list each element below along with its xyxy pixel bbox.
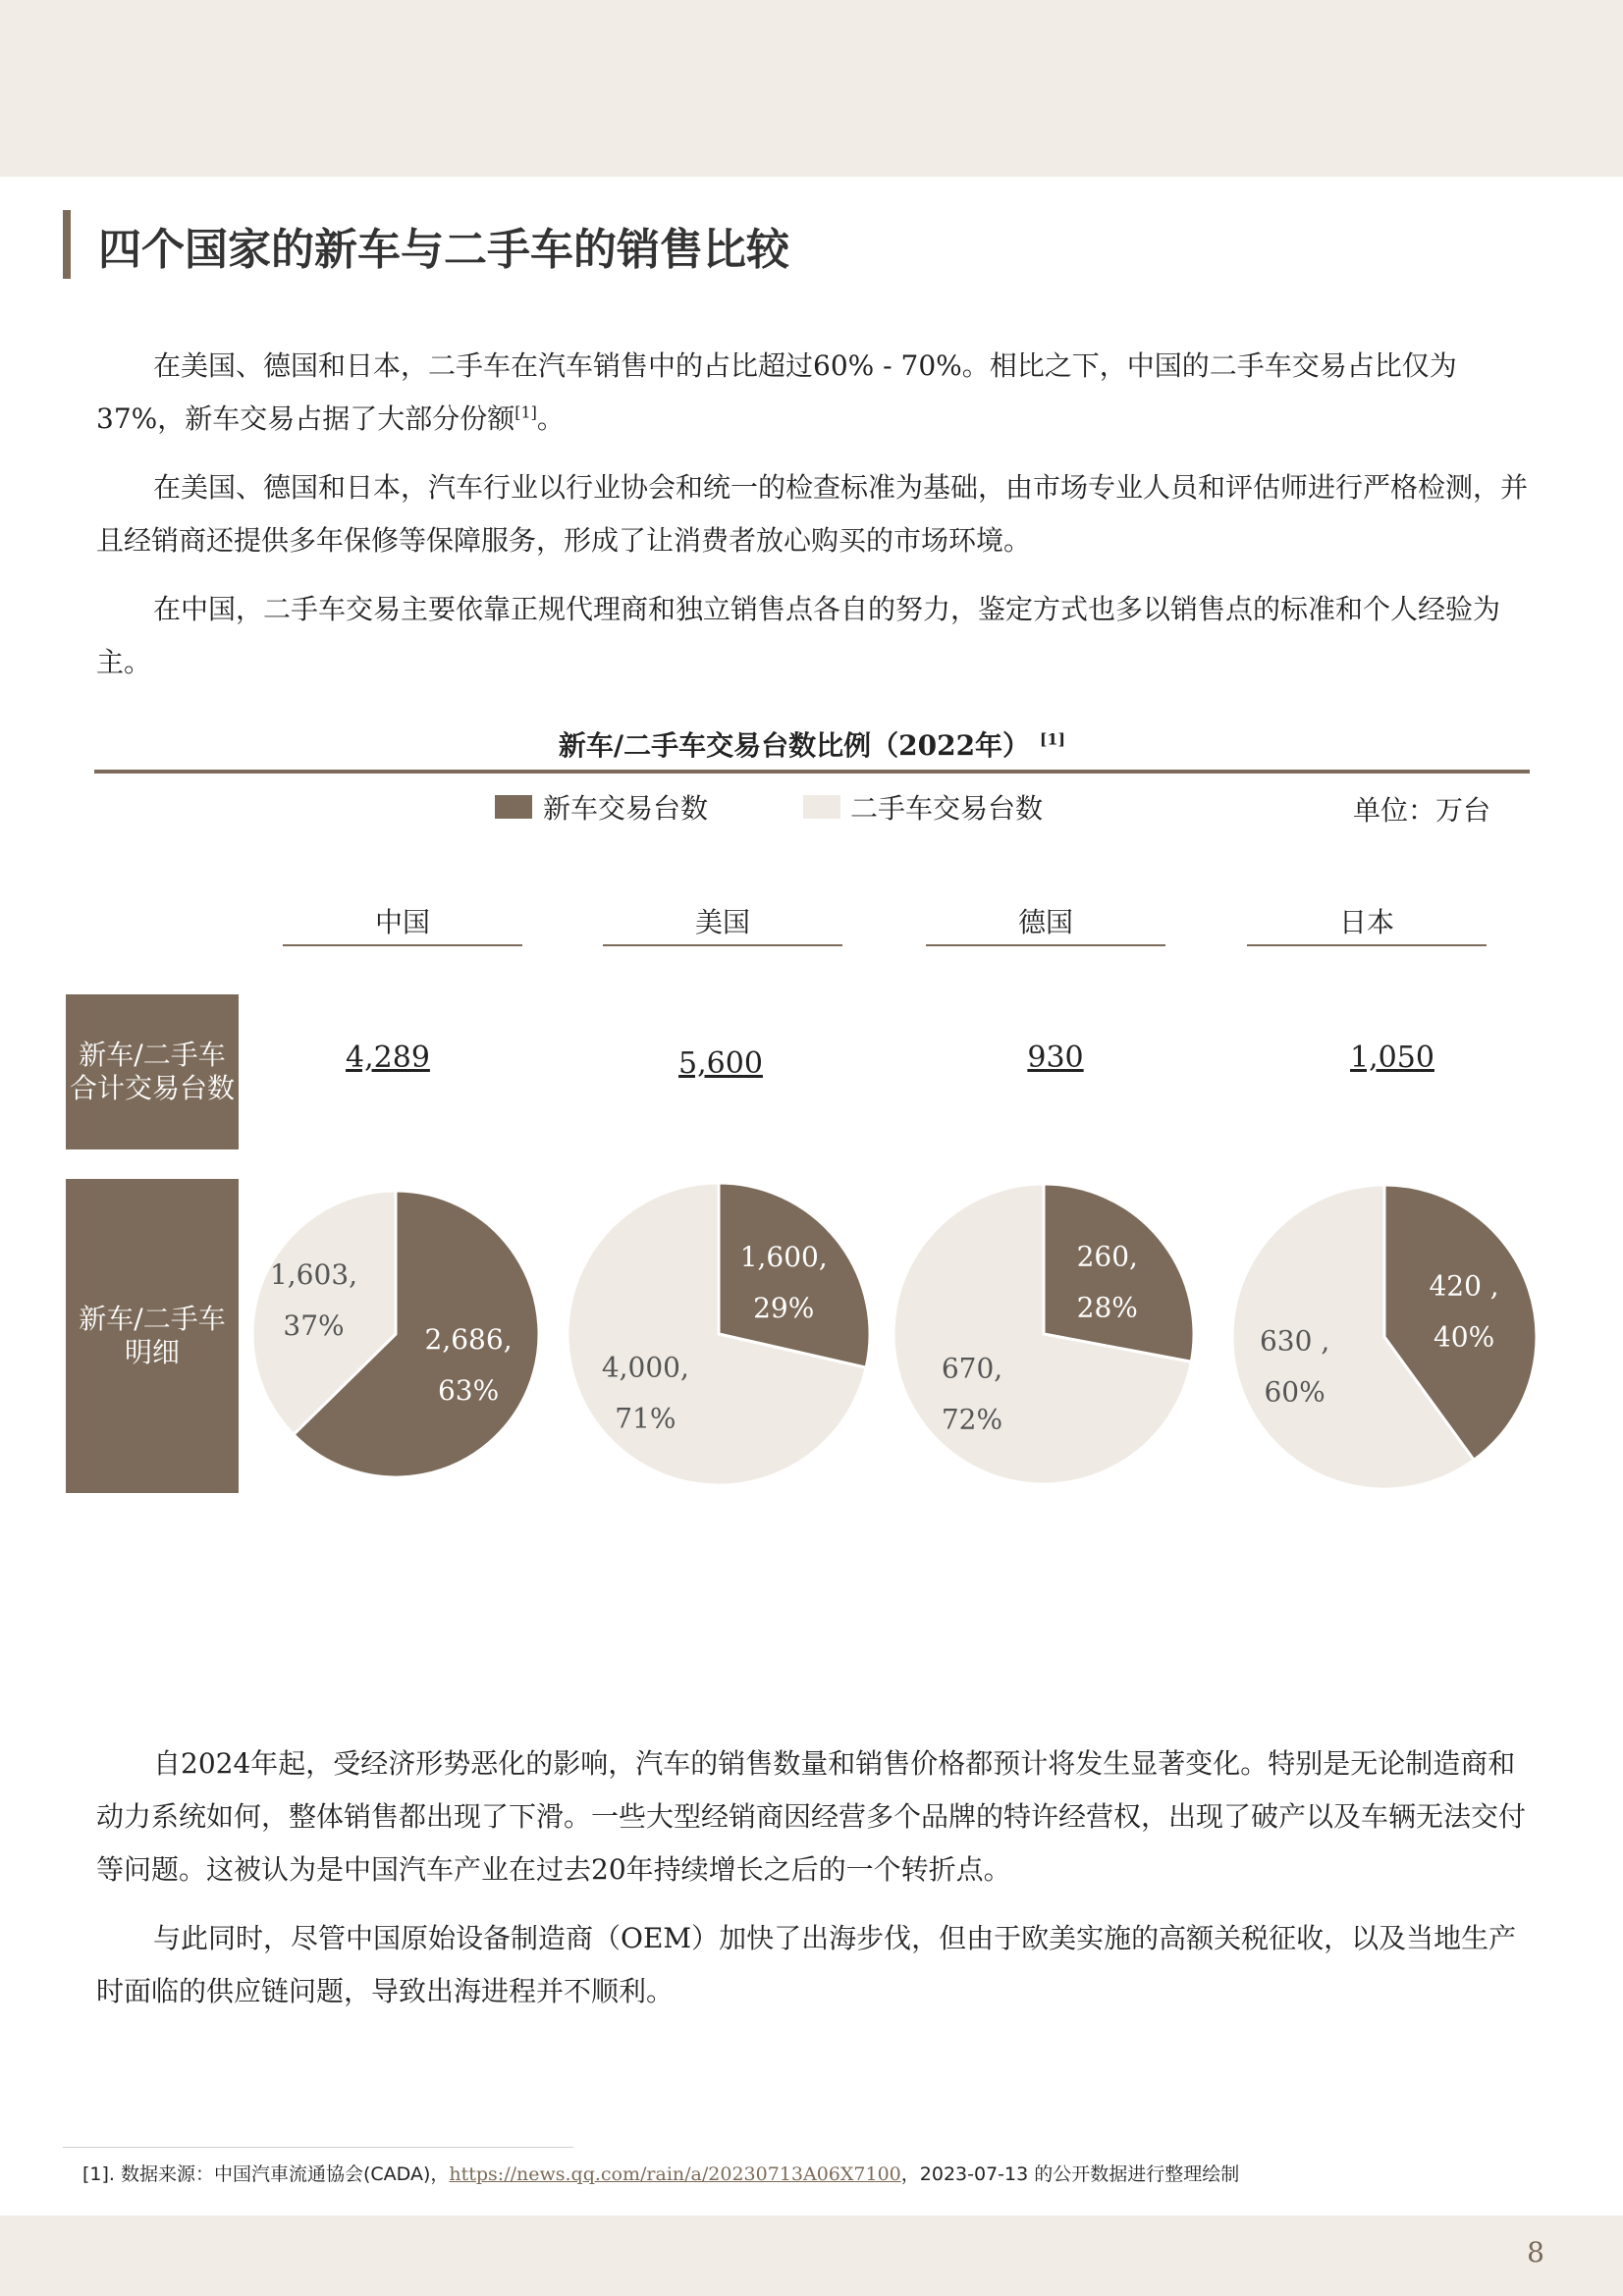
pie-label-used-germany: 670, — [941, 1352, 1003, 1385]
legend-label-used: 二手车交易台数 — [850, 792, 1044, 825]
chart-title: 新车/二手车交易台数比例（2022年） [1] — [558, 729, 1066, 762]
legend-swatch-new — [495, 795, 532, 819]
country-label-japan: 日本 — [1338, 906, 1394, 938]
pie-label-new-japan: 420 , — [1429, 1269, 1499, 1303]
pie-label-used-china: 37% — [283, 1309, 345, 1343]
pie-slice-new-germany — [1044, 1184, 1194, 1362]
title-accent-bar — [63, 210, 71, 279]
pie-label-new-germany: 28% — [1076, 1291, 1138, 1324]
footnote: [1]. 数据来源：中国汽車流通協会(CADA)，https://news.qq.com/rain/a/20230713A06X7100，2023-07-13 的公开数据进行整理绘制 — [82, 2163, 1240, 2185]
footer-band — [0, 2216, 1623, 2296]
pie-label-used-japan: 630 , — [1259, 1324, 1330, 1358]
legend-label-new: 新车交易台数 — [543, 792, 709, 825]
paragraph-4: 自2024年起，受经济形势恶化的影响，汽车的销售数量和销售价格都预计将发生显著变化。特别是无论制造商和动力系统如何，整体销售都出现了下滑。一些大型经销商因经营多个品牌的特许经营权，出现了破产以及车辆无法交付等问题。这被认为是中国汽车产业在过去20年持续增长之后的一个转折点。 — [96, 1747, 1527, 1886]
pie-label-new-china: 2,686, — [424, 1323, 513, 1357]
total-value-japan: 1,050 — [1350, 1041, 1434, 1075]
legend-swatch-used — [803, 795, 840, 819]
header-band — [0, 0, 1623, 177]
total-value-germany: 930 — [1027, 1041, 1084, 1075]
paragraph-5: 与此同时，尽管中国原始设备制造商（OEM）加快了出海步伐，但由于欧美实施的高额关税征收，以及当地生产时面临的供应链问题，导致出海进程并不顺利。 — [96, 1922, 1517, 2007]
pie-label-new-germany: 260, — [1076, 1240, 1138, 1273]
pie-label-used-japan: 60% — [1264, 1375, 1325, 1409]
page-number: 8 — [1527, 2236, 1544, 2269]
pie-label-used-china: 1,603, — [269, 1258, 358, 1292]
pie-label-new-usa: 29% — [753, 1292, 815, 1325]
country-underline — [1247, 944, 1487, 946]
pie-label-new-china: 63% — [437, 1374, 500, 1408]
pie-label-used-usa: 71% — [615, 1402, 676, 1435]
paragraph-3: 在中国，二手车交易主要依靠正规代理商和独立销售点各自的努力，鉴定方式也多以销售点的标准和个人经验为主。 — [96, 593, 1501, 678]
pie-label-new-japan: 40% — [1433, 1320, 1495, 1354]
footnote-rule — [63, 2147, 573, 2148]
country-underline — [926, 944, 1165, 946]
paragraph-2: 在美国、德国和日本，汽车行业以行业协会和统一的检查标准为基础，由市场专业人员和评估师进行严格检测，并且经销商还提供多年保修等保障服务，形成了让消费者放心购买的市场环境。 — [96, 471, 1529, 557]
pie-label-new-usa: 1,600, — [739, 1241, 828, 1274]
country-label-usa: 美国 — [694, 906, 750, 938]
page-title: 四个国家的新车与二手车的销售比较 — [98, 225, 789, 275]
pie-label-used-germany: 72% — [941, 1403, 1003, 1436]
country-underline — [283, 944, 522, 946]
row-label-detail: 新车/二手车 明细 — [66, 1179, 239, 1493]
country-underline — [603, 944, 842, 946]
total-value-usa: 5,600 — [678, 1046, 763, 1081]
unit-label: 单位：万台 — [1353, 794, 1491, 827]
pie-charts — [0, 1158, 1623, 1512]
total-value-china: 4,289 — [346, 1041, 430, 1075]
pie-label-used-usa: 4,000, — [601, 1351, 689, 1384]
chart-title-rule — [94, 770, 1530, 774]
country-label-germany: 德国 — [1017, 906, 1073, 938]
source-link[interactable]: https://news.qq.com/rain/a/20230713A06X7100 — [449, 2163, 901, 2185]
row-label-total: 新车/二手车 合计交易台数 — [66, 994, 239, 1149]
paragraph-1: 在美国、德国和日本，二手车在汽车销售中的占比超过60% - 70%。相比之下，中国的二手车交易占比仅为37%，新车交易占据了大部分份额[1]。 — [96, 349, 1457, 435]
country-label-china: 中国 — [374, 906, 430, 938]
